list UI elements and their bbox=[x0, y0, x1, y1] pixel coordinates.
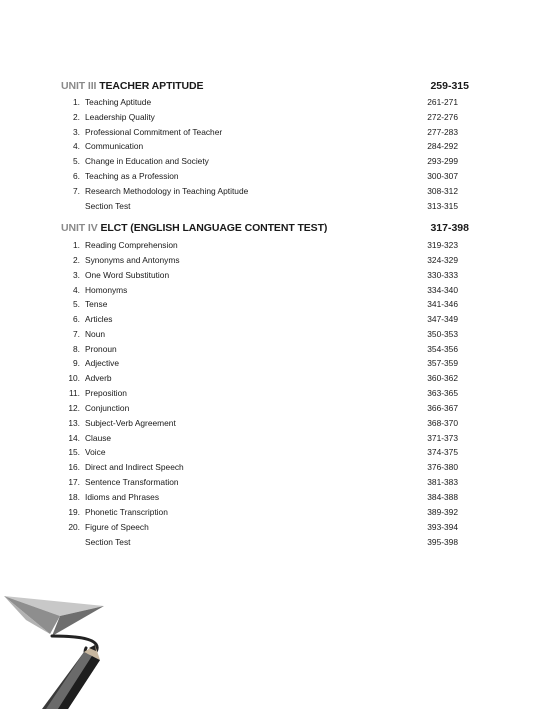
toc-row: 8. Pronoun 354-356 bbox=[73, 344, 458, 354]
toc-row: 3. Professional Commitment of Teacher 277-283 bbox=[73, 127, 458, 137]
toc-row: Section Test 313-315 bbox=[85, 201, 458, 211]
unit-page-range: 317-398 bbox=[430, 222, 469, 234]
toc-row: 7. Research Methodology in Teaching Aptitude 308-312 bbox=[73, 186, 458, 196]
toc-row: 1. Reading Comprehension 319-323 bbox=[73, 240, 458, 250]
toc-row: 13. Subject-Verb Agreement 368-370 bbox=[68, 418, 458, 428]
toc-row: 17. Sentence Transformation 381-383 bbox=[68, 477, 458, 487]
toc-row: 4. Communication 284-292 bbox=[73, 141, 458, 151]
unit-heading bbox=[61, 222, 469, 238]
toc-row: 19. Phonetic Transcription 389-392 bbox=[68, 507, 458, 517]
pencil-plane-illustration bbox=[0, 590, 120, 709]
toc-row: 15. Voice 374-375 bbox=[68, 447, 458, 457]
toc-row: 16. Direct and Indirect Speech 376-380 bbox=[68, 462, 458, 472]
toc-row: 20. Figure of Speech 393-394 bbox=[68, 522, 458, 532]
toc-row: 7. Noun 350-353 bbox=[73, 329, 458, 339]
toc-row: 6. Teaching as a Profession 300-307 bbox=[73, 171, 458, 181]
toc-row: 14. Clause 371-373 bbox=[68, 433, 458, 443]
paper-plane-icon bbox=[4, 596, 104, 636]
toc-row: 1. Teaching Aptitude 261-271 bbox=[73, 97, 458, 107]
toc-row: 6. Articles 347-349 bbox=[73, 314, 458, 324]
toc-row: Section Test 395-398 bbox=[85, 537, 458, 547]
toc-row: 5. Tense 341-346 bbox=[73, 299, 458, 309]
toc-row: 11. Preposition 363-365 bbox=[68, 388, 458, 398]
unit-page-range: 259-315 bbox=[430, 80, 469, 92]
unit-title: UNIT IV ELCT (ENGLISH LANGUAGE CONTENT TEST) bbox=[61, 222, 328, 234]
toc-row: 4. Homonyms 334-340 bbox=[73, 285, 458, 295]
toc-row: 2. Synonyms and Antonyms 324-329 bbox=[73, 255, 458, 265]
pencil-icon bbox=[42, 645, 100, 709]
toc-row: 12. Conjunction 366-367 bbox=[68, 403, 458, 413]
toc-row: 10. Adverb 360-362 bbox=[68, 373, 458, 383]
toc-row: 3. One Word Substitution 330-333 bbox=[73, 270, 458, 280]
unit-heading bbox=[61, 80, 469, 96]
toc-row: 2. Leadership Quality 272-276 bbox=[73, 112, 458, 122]
unit-title: UNIT III TEACHER APTITUDE bbox=[61, 80, 204, 92]
toc-row: 9. Adjective 357-359 bbox=[73, 358, 458, 368]
toc-row: 18. Idioms and Phrases 384-388 bbox=[68, 492, 458, 502]
toc-row: 5. Change in Education and Society 293-299 bbox=[73, 156, 458, 166]
